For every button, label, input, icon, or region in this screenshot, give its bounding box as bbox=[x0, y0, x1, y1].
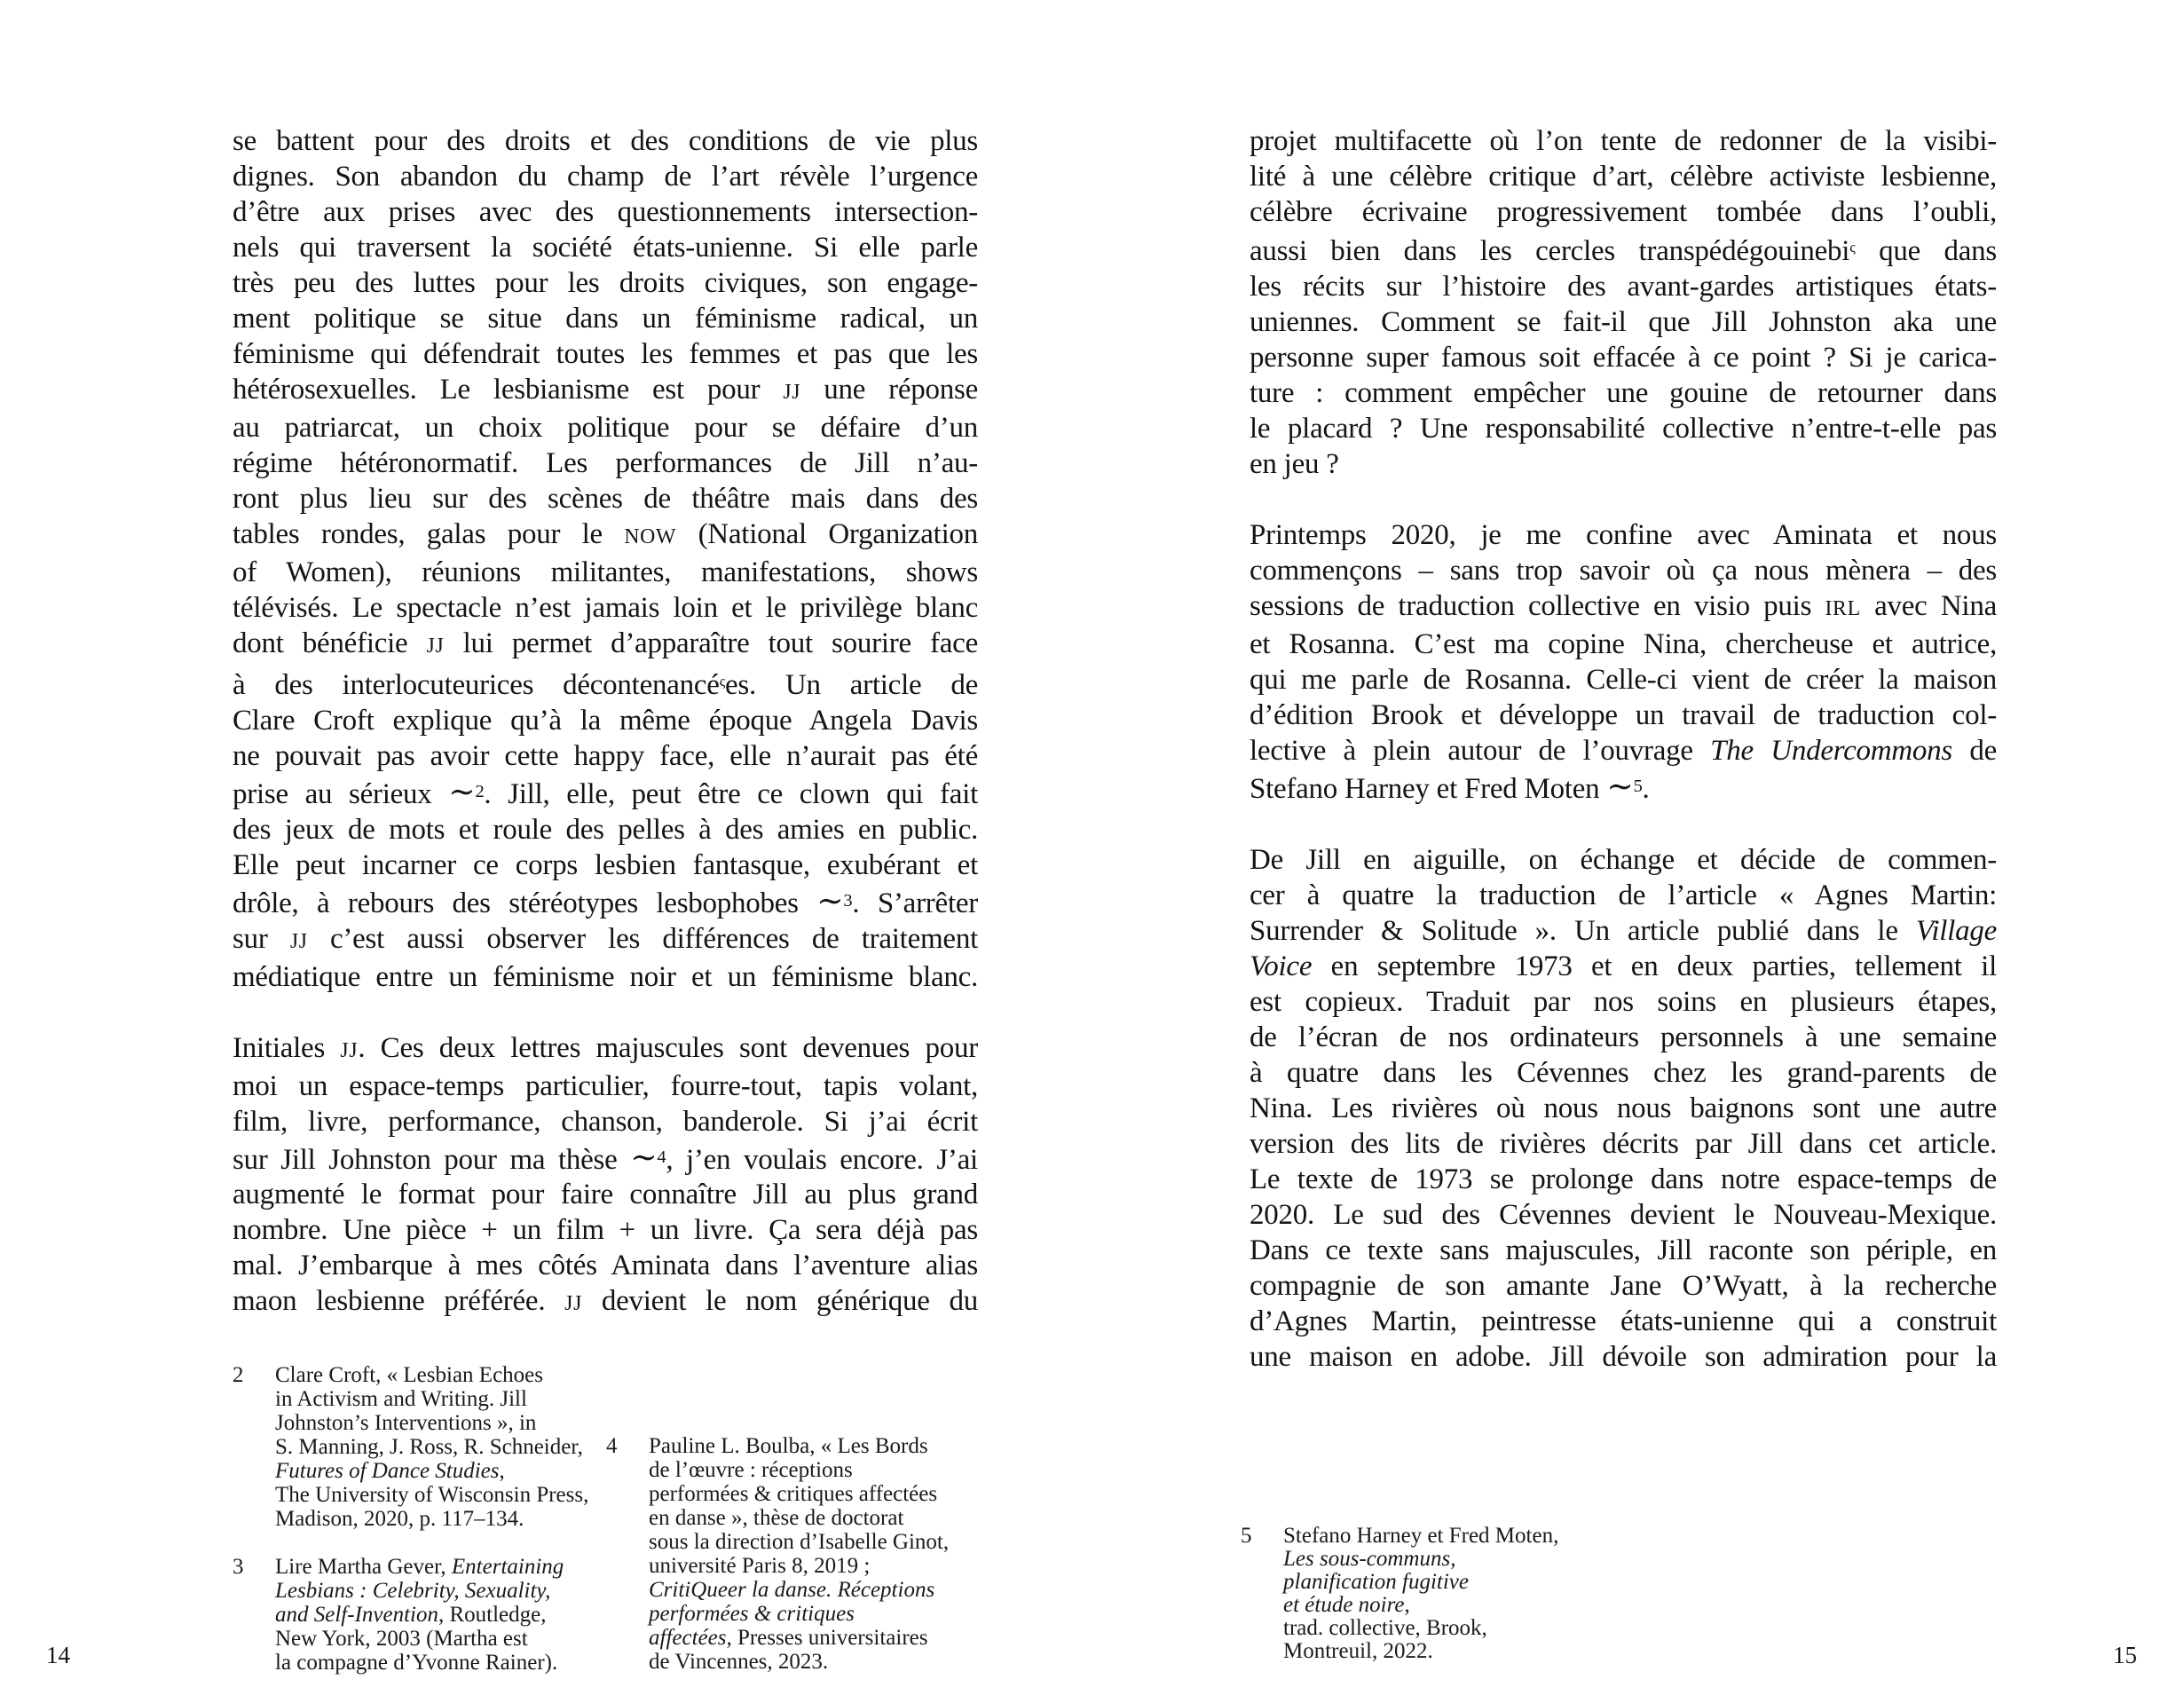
text-line: trad. collective, Brook, bbox=[1283, 1616, 1487, 1640]
text-line: 2020. Le sud des Cévennes devient le Nouveau-Mexique. bbox=[1250, 1198, 1997, 1231]
text-line: est copieux. Traduit par nos soins en plusieurs étapes, bbox=[1250, 985, 1997, 1018]
text-line: ront plus lieu sur des scènes de théâtre mais dans des bbox=[233, 483, 978, 515]
text-line: Voice en septembre 1973 et en deux parties, tellement il bbox=[1250, 950, 1997, 982]
text-line: se battent pour des droits et des conditions de vie plus bbox=[233, 125, 978, 157]
text-line: de Vincennes, 2023. bbox=[649, 1650, 829, 1674]
footnote-number: 5 bbox=[1241, 1524, 1252, 1548]
text-line: personne super famous soit effacée à ce point ? Si je carica- bbox=[1250, 342, 1997, 375]
text-line: film, livre, performance, chanson, banderole. Si j’ai écrit bbox=[233, 1105, 978, 1138]
text-line: Futures of Dance Studies, bbox=[275, 1459, 505, 1483]
text-line: augmenté le format pour faire connaître Jill au plus grand bbox=[233, 1179, 978, 1211]
paragraph bbox=[233, 1030, 978, 1322]
text-line: la compagne d’Yvonne Rainer). bbox=[275, 1651, 558, 1675]
text-line: d’être aux prises avec des questionnements intersection- bbox=[233, 196, 978, 228]
text-line: qui me parle de Rosanna. Celle-ci vient de créer la maison bbox=[1250, 664, 1997, 697]
text-line: aussi bien dans les cercles transpédégouinebi$^\varsigma$ que dans bbox=[1250, 235, 1997, 268]
text-line: Clare Croft explique qu’à la même époque Angela Davis bbox=[233, 705, 978, 737]
text-line: Elle peut incarner ce corps lesbien fantasque, exubérant et bbox=[233, 848, 978, 881]
text-line: and Self-Invention, Routledge, bbox=[275, 1603, 547, 1627]
page-number-right: 15 bbox=[2113, 1642, 2137, 1668]
text-line: maon lesbienne préférée. JJ devient le nom générique du bbox=[233, 1285, 979, 1318]
text-line: célèbre écrivaine progressivement tombée dans l’oubli, bbox=[1250, 196, 1997, 228]
footnote-number: 3 bbox=[233, 1555, 244, 1579]
text-line: Stefano Harney et Fred Moten ∼$^5$. bbox=[1250, 769, 1650, 805]
footnote-text bbox=[275, 1555, 564, 1675]
text-line: in Activism and Writing. Jill bbox=[275, 1387, 527, 1411]
text-line: Pauline L. Boulba, « Les Bords bbox=[649, 1434, 928, 1458]
text-line: dont bénéficie JJ lui permet d’apparaître tout sourire face bbox=[233, 627, 978, 659]
text-line: médiatique entre un féminisme noir et un féminisme blanc. bbox=[233, 960, 978, 993]
text-line: Johnston’s Interventions », in bbox=[275, 1411, 537, 1435]
text-line: en danse », thèse de doctorat bbox=[649, 1506, 904, 1530]
text-line: le placard ? Une responsabilité collective n’entre-t-elle pas bbox=[1250, 413, 1997, 445]
paragraph bbox=[1250, 517, 1997, 807]
footnote-text bbox=[275, 1363, 588, 1531]
text-line: d’Agnes Martin, peintresse états-unienne qui a construit bbox=[1250, 1305, 1997, 1337]
text-line: ture : comment empêcher une gouine de retourner dans bbox=[1250, 377, 1997, 410]
text-line: The University of Wisconsin Press, bbox=[275, 1483, 589, 1507]
text-line: CritiQueer la danse. Réceptions bbox=[649, 1578, 935, 1602]
text-line: de l’écran de nos ordinateurs personnels à une semaine bbox=[1250, 1021, 1997, 1053]
text-line: Montreuil, 2022. bbox=[1283, 1639, 1433, 1663]
text-line: et Rosanna. C’est ma copine Nina, chercheuse et autrice, bbox=[1250, 628, 1997, 661]
text-line: Lesbians : Celebrity, Sexuality, bbox=[275, 1579, 551, 1603]
text-line: de l’œuvre : réceptions bbox=[649, 1458, 853, 1482]
text-line: performées & critiques bbox=[649, 1602, 855, 1626]
text-line: nombre. Une pièce + un film + un livre. Ça sera déjà pas bbox=[233, 1214, 978, 1247]
text-line: à des interlocuteurices décontenancé$^\varsigma$es. Un article de bbox=[233, 669, 978, 702]
text-line: of Women), réunions militantes, manifestations, shows bbox=[233, 556, 978, 588]
footnotes-left-col1 bbox=[233, 1363, 588, 1675]
page-number-left: 14 bbox=[46, 1642, 70, 1668]
text-line: lective à plein autour de l’ouvrage The Undercommons de bbox=[1250, 735, 1997, 768]
body-text-left bbox=[233, 123, 978, 1321]
text-line: projet multifacette où l’on tente de redonner de la visibi- bbox=[1250, 125, 1997, 157]
text-line: nels qui traversent la société états-unienne. Si elle parle bbox=[233, 232, 978, 264]
text-line: des jeux de mots et roule des pelles à des amies en public. bbox=[233, 813, 978, 846]
text-line: De Jill en aiguille, on échange et décide de commen- bbox=[1250, 843, 1997, 876]
text-line: hétérosexuelles. Le lesbianisme est pour JJ une réponse bbox=[233, 374, 978, 406]
footnote-number: 4 bbox=[606, 1434, 618, 1458]
text-line: drôle, à rebours des stéréotypes lesbophobes ∼$^3$. S’arrêter bbox=[233, 882, 978, 919]
text-line: sur JJ c’est aussi observer les différences de traitement bbox=[233, 922, 978, 955]
text-line: performées & critiques affectées bbox=[649, 1482, 938, 1506]
text-line: au patriarcat, un choix politique pour se défaire d’un bbox=[233, 412, 978, 444]
text-line: Le texte de 1973 se prolonge dans notre espace-temps de bbox=[1250, 1163, 1997, 1195]
text-line: ne pouvait pas avoir cette happy face, elle n’aurait pas été bbox=[233, 740, 978, 773]
footnote bbox=[233, 1555, 588, 1675]
text-line: en jeu ? bbox=[1250, 448, 1339, 481]
text-line: prise au sérieux ∼$^2$. Jill, elle, peut être ce clown qui fait bbox=[233, 774, 979, 810]
text-line: New York, 2003 (Martha est bbox=[275, 1627, 528, 1651]
text-line: S. Manning, J. Ross, R. Schneider, bbox=[275, 1435, 583, 1459]
text-line: mal. J’embarque à mes côtés Aminata dans l’aventure alias bbox=[233, 1250, 978, 1282]
text-line: affectées, Presses universitaires bbox=[649, 1626, 928, 1650]
text-line: sessions de traduction collective en visio puis IRL avec Nina bbox=[1250, 590, 1997, 623]
body-text-right bbox=[1250, 123, 1997, 1375]
text-line: très peu des luttes pour les droits civiques, son engage- bbox=[233, 267, 978, 299]
text-line: université Paris 8, 2019 ; bbox=[649, 1554, 871, 1578]
text-line: Les sous-communs, bbox=[1283, 1547, 1456, 1571]
text-line: et étude noire, bbox=[1283, 1593, 1410, 1617]
text-line: télévisés. Le spectacle n’est jamais loin et le privilège blanc bbox=[233, 592, 978, 624]
text-line: d’édition Brook et développe un travail de traduction col- bbox=[1250, 699, 1997, 732]
text-line: lité à une célèbre critique d’art, célèbre activiste lesbienne, bbox=[1250, 161, 1997, 193]
text-line: planification fugitive bbox=[1283, 1570, 1469, 1594]
text-line: sur Jill Johnston pour ma thèse ∼$^4$, j’en voulais encore. J’ai bbox=[233, 1139, 978, 1176]
text-line: Dans ce texte sans majuscules, Jill raconte son périple, en bbox=[1250, 1234, 1997, 1266]
text-line: tables rondes, galas pour le NOW (National Organization bbox=[233, 518, 979, 550]
paragraph bbox=[1250, 842, 1997, 1375]
text-line: sous la direction d’Isabelle Ginot, bbox=[649, 1530, 950, 1554]
footnote bbox=[606, 1434, 949, 1674]
text-line: ment politique se situe dans un féminisme radical, un bbox=[233, 303, 978, 335]
text-line: régime hétéronormatif. Les performances de Jill n’au- bbox=[233, 447, 978, 479]
text-line: Clare Croft, « Lesbian Echoes bbox=[275, 1363, 543, 1387]
footnote-text bbox=[1283, 1525, 1558, 1663]
footnotes-right-col1 bbox=[1241, 1525, 1558, 1663]
text-line: féminisme qui défendrait toutes les femmes et pas que les bbox=[233, 338, 978, 370]
text-line: moi un espace-temps particulier, fourre-tout, tapis volant, bbox=[233, 1069, 978, 1102]
text-line: commençons – sans trop savoir où ça nous mènera – des bbox=[1250, 555, 1997, 587]
text-line: les récits sur l’histoire des avant-gardes artistiques états- bbox=[1250, 271, 1997, 304]
footnotes-left-col2 bbox=[606, 1434, 949, 1674]
text-line: uniennes. Comment se fait-il que Jill Johnston aka une bbox=[1250, 306, 1997, 339]
footnote bbox=[1241, 1525, 1558, 1663]
text-line: Printemps 2020, je me confine avec Aminata et nous bbox=[1250, 519, 1997, 552]
text-line: dignes. Son abandon du champ de l’art révèle l’urgence bbox=[233, 161, 978, 193]
text-line: compagnie de son amante Jane O’Wyatt, à la recherche bbox=[1250, 1269, 1997, 1302]
text-line: Nina. Les rivières où nous nous baignons sont une autre bbox=[1250, 1092, 1997, 1124]
footnote-text bbox=[649, 1434, 949, 1674]
text-line: une maison en adobe. Jill dévoile son admiration pour la bbox=[1250, 1340, 1997, 1373]
text-line: Surrender & Solitude ». Un article publié dans le Village bbox=[1250, 914, 1997, 947]
paragraph bbox=[1250, 123, 1997, 482]
text-line: Initiales JJ. Ces deux lettres majuscules sont devenues pour bbox=[233, 1031, 978, 1064]
footnote bbox=[233, 1363, 588, 1531]
text-line: Madison, 2020, p. 117–134. bbox=[275, 1507, 524, 1531]
text-line: cer à quatre la traduction de l’article « Agnes Martin: bbox=[1250, 879, 1997, 911]
paragraph bbox=[233, 123, 978, 995]
text-line: version des lits de rivières décrits par Jill dans cet article. bbox=[1250, 1127, 1997, 1160]
text-line: Stefano Harney et Fred Moten, bbox=[1283, 1524, 1559, 1548]
text-line: à quatre dans les Cévennes chez les grand-parents de bbox=[1250, 1056, 1997, 1089]
text-line: Lire Martha Gever, Entertaining bbox=[275, 1555, 564, 1579]
footnote-number: 2 bbox=[233, 1363, 244, 1387]
